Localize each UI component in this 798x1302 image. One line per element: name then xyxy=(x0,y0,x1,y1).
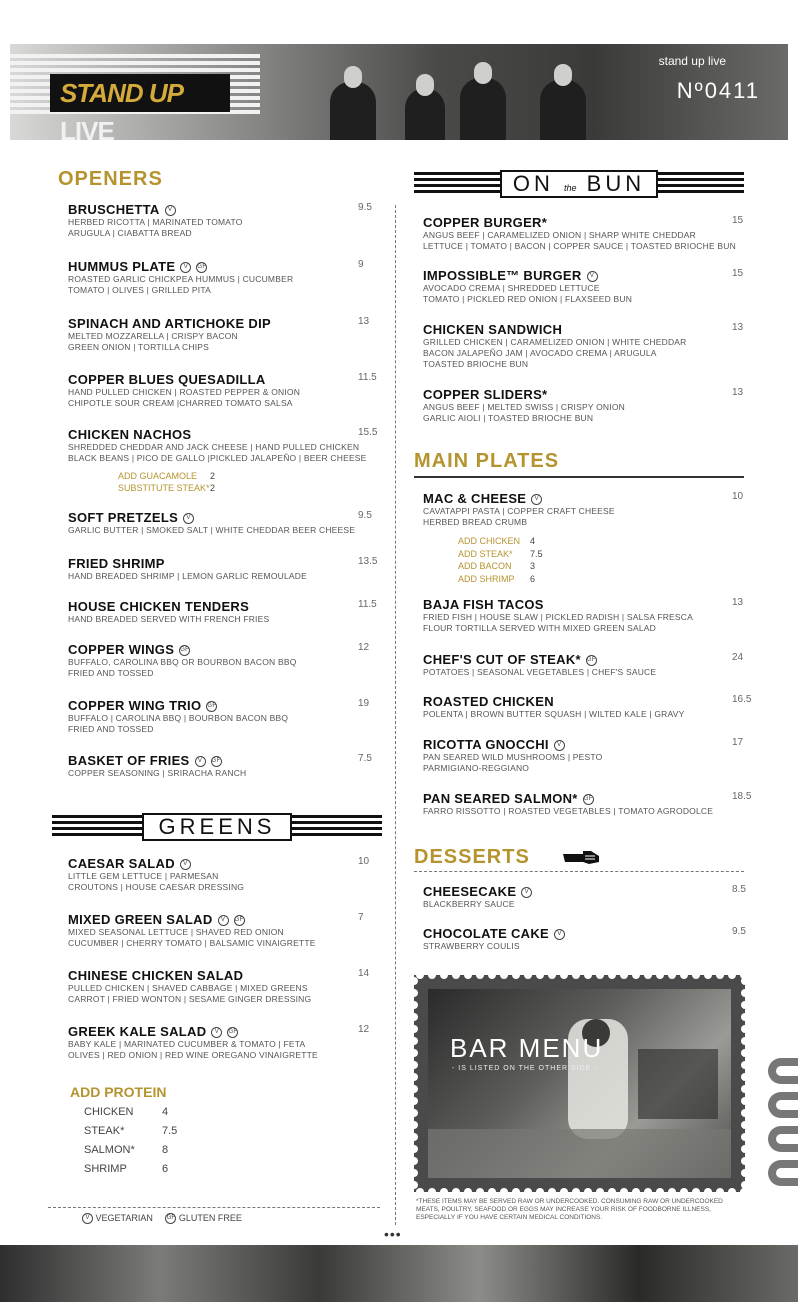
item-name: FRIED SHRIMP xyxy=(68,556,165,571)
vegetarian-icon: V xyxy=(180,859,191,870)
addon-row: SUBSTITUTE STEAK*2 xyxy=(118,483,216,493)
greens-item xyxy=(68,1024,370,1061)
item-description: STRAWBERRY COULIS xyxy=(423,941,520,951)
item-price: 7 xyxy=(358,912,364,923)
item-name: CAESAR SALAD V xyxy=(68,856,244,871)
item-price: 9 xyxy=(358,259,364,270)
item-description: GREEN ONION | TORTILLA CHIPS xyxy=(68,342,210,352)
item-name: MAC & CHEESE V xyxy=(423,491,615,506)
openers-item xyxy=(68,316,370,353)
item-description: ANGUS BEEF | MELTED SWISS | CRISPY ONION xyxy=(423,402,625,412)
issue-number: Nº0411 xyxy=(676,78,760,103)
dots-decoration: ••• xyxy=(384,1226,402,1242)
openers-item xyxy=(68,510,372,536)
item-description: HAND BREADED SERVED WITH FRENCH FRIES xyxy=(68,614,270,624)
mains-item xyxy=(423,737,744,774)
item-description: CARROT | FRIED WONTON | SESAME GINGER DRESSING xyxy=(68,994,312,1004)
protein-row: CHICKEN 4 xyxy=(84,1106,169,1118)
addons-list xyxy=(118,471,215,495)
item-description: TOMATO | PICKLED RED ONION | FLAXSEED BUN xyxy=(423,294,633,304)
item-name: ROASTED CHICKEN xyxy=(423,694,554,709)
vegetarian-icon: V xyxy=(180,262,191,273)
item-description: PULLED CHICKEN | SHAVED CABBAGE | MIXED GREENS xyxy=(68,983,308,993)
item-description: ARUGULA | CIABATTA BREAD xyxy=(68,228,192,238)
vegetarian-icon: V xyxy=(183,513,194,524)
item-description: ANGUS BEEF | CARAMELIZED ONION | SHARP WHITE CHEDDAR xyxy=(423,230,696,240)
item-price: 12 xyxy=(358,642,370,653)
vegetarian-icon: V xyxy=(195,756,206,767)
vegetarian-icon: V xyxy=(218,915,229,926)
item-price: 15.5 xyxy=(358,427,378,438)
item-price: 9.5 xyxy=(732,926,746,937)
raw-food-warning: *THESE ITEMS MAY BE SERVED RAW OR UNDERCOOKED. CONSUMING RAW OR UNDERCOOKED MEATS, POULTRY, SEAFOOD OR EGGS MAY INCREASE YOUR RISK OF FOODBORNE ILLNESS, ESPECIALLY IF YOU HAVE CERTAIN MEDICAL CONDITIONS. xyxy=(416,1198,723,1221)
pointing-hand-icon xyxy=(561,848,601,873)
bun-item xyxy=(423,322,744,370)
addon-row: ADD SHRIMP 6 xyxy=(458,573,536,584)
bun-item xyxy=(423,387,744,424)
item-price: 13 xyxy=(732,597,744,608)
gluten-free-icon: GF xyxy=(211,756,222,767)
mains-rule xyxy=(414,476,744,478)
item-description: SHREDDED CHEDDAR AND JACK CHEESE | HAND PULLED CHICKEN xyxy=(68,442,360,452)
greens-item xyxy=(68,968,370,1005)
item-description: MELTED MOZZARELLA | CRISPY BACON xyxy=(68,331,238,341)
vegetarian-icon: V xyxy=(587,271,598,282)
item-name: PAN SEARED SALMON* GF xyxy=(423,791,593,806)
openers-item xyxy=(68,372,377,409)
item-description: BACON JALAPEÑO JAM | AVOCADO CREMA | ARUGULA xyxy=(423,348,657,358)
bun-banner xyxy=(414,170,744,198)
openers-title: OPENERS xyxy=(58,168,163,190)
item-description: FRIED AND TOSSED xyxy=(68,668,154,678)
item-description: CHIPOTLE SOUR CREAM |CHARRED TOMATO SALSA xyxy=(68,398,293,408)
greens-item xyxy=(68,856,370,893)
openers-item xyxy=(68,202,372,239)
item-name: GREEK KALE SALAD V GF xyxy=(68,1024,238,1039)
item-description: CUCUMBER | CHERRY TOMATO | BALSAMIC VINAIGRETTE xyxy=(68,938,316,948)
item-description: HERBED RICOTTA | MARINATED TOMATO xyxy=(68,217,243,227)
greens-item xyxy=(68,912,364,949)
item-price: 13 xyxy=(732,387,744,398)
bar-photo-image xyxy=(428,989,731,1178)
gluten-free-icon: GF xyxy=(165,1213,176,1224)
item-price: 24 xyxy=(732,652,744,663)
bun-item xyxy=(423,215,744,252)
bar-menu-photo xyxy=(414,975,745,1192)
item-description: ROASTED GARLIC CHICKPEA HUMMUS | CUCUMBER xyxy=(68,274,294,284)
item-description: AVOCADO CREMA | SHREDDED LETTUCE xyxy=(423,283,600,293)
item-price: 16.5 xyxy=(732,694,752,705)
item-name: COPPER SLIDERS* xyxy=(423,387,548,402)
vegetarian-icon: V xyxy=(211,1027,222,1038)
item-description: LETTUCE | TOMATO | BACON | COPPER SAUCE | TOASTED BRIOCHE BUN xyxy=(423,241,736,251)
vegetarian-icon: V xyxy=(521,887,532,898)
protein-row: SALMON* 8 xyxy=(84,1144,169,1156)
desserts-item xyxy=(423,926,746,952)
addons-list xyxy=(458,536,543,586)
protein-list xyxy=(84,1106,177,1182)
desserts-item xyxy=(423,884,746,910)
item-description: BUFFALO | CAROLINA BBQ | BOURBON BACON BBQ xyxy=(68,713,289,723)
item-description: GARLIC AIOLI | TOASTED BRIOCHE BUN xyxy=(423,413,594,423)
item-description: MIXED SEASONAL LETTUCE | SHAVED RED ONION xyxy=(68,927,284,937)
item-name: COPPER BLUES QUESADILLA xyxy=(68,372,266,387)
item-description: HERBED BREAD CRUMB xyxy=(423,517,528,527)
item-description: PARMIGIANO-REGGIANO xyxy=(423,763,530,773)
mains-title: MAIN PLATES xyxy=(414,450,560,472)
bar-menu-title: BAR MENU xyxy=(450,1033,604,1063)
mains-item xyxy=(423,694,752,720)
gluten-free-icon: GF xyxy=(196,262,207,273)
item-description: BLACKBERRY SAUCE xyxy=(423,899,515,909)
legend: V VEGETARIAN GF GLUTEN FREE xyxy=(82,1213,242,1224)
item-price: 9.5 xyxy=(358,202,372,213)
side-decoration xyxy=(760,1058,798,1188)
item-description: POTATOES | SEASONAL VEGETABLES | CHEF'S SAUCE xyxy=(423,667,657,677)
gluten-free-icon: GF xyxy=(227,1027,238,1038)
gluten-free-icon: GF xyxy=(179,645,190,656)
protein-row: STEAK* 7.5 xyxy=(84,1125,178,1137)
openers-item xyxy=(68,259,364,296)
item-price: 13 xyxy=(358,316,370,327)
addon-row: ADD BACON 3 xyxy=(458,561,536,571)
item-name: CHINESE CHICKEN SALAD xyxy=(68,968,244,983)
gluten-free-icon: GF xyxy=(586,655,597,666)
protein-row: SHRIMP 6 xyxy=(84,1163,169,1175)
item-name: COPPER WINGS GF xyxy=(68,642,190,657)
item-price: 10 xyxy=(732,491,744,502)
mains-item xyxy=(423,491,744,528)
tagline: stand up live xyxy=(658,54,726,68)
item-price: 14 xyxy=(358,968,370,979)
gluten-free-icon: GF xyxy=(234,915,245,926)
item-description: FARRO RISSOTTO | ROASTED VEGETABLES | TOMATO AGRODOLCE xyxy=(423,806,714,816)
item-name: COPPER WING TRIO GF xyxy=(68,698,217,713)
mains-item xyxy=(423,652,744,678)
item-description: BUFFALO, CAROLINA BBQ OR BOURBON BACON BBQ xyxy=(68,657,297,667)
item-name: IMPOSSIBLE™ BURGER V xyxy=(423,268,632,283)
addon-row: ADD CHICKEN 4 xyxy=(458,536,536,546)
item-description: LITTLE GEM LETTUCE | PARMESAN xyxy=(68,871,219,881)
item-name: CHEF'S CUT OF STEAK* GF xyxy=(423,652,596,667)
item-description: COPPER SEASONING | SRIRACHA RANCH xyxy=(68,768,247,778)
item-price: 11.5 xyxy=(358,599,377,610)
item-name: MIXED GREEN SALAD V GF xyxy=(68,912,244,927)
item-description: CAVATAPPI PASTA | COPPER CRAFT CHEESE xyxy=(423,506,615,516)
greens-banner xyxy=(52,813,382,841)
openers-item xyxy=(68,753,372,779)
item-description: GARLIC BUTTER | SMOKED SALT | WHITE CHEDDAR BEER CHEESE xyxy=(68,525,356,535)
item-description: FRIED FISH | HOUSE SLAW | PICKLED RADISH | SALSA FRESCA xyxy=(423,612,694,622)
desserts-title: DESSERTS xyxy=(414,846,530,868)
header-photo xyxy=(310,56,630,140)
item-name: BASKET OF FRIES V GF xyxy=(68,753,221,768)
item-name: COPPER BURGER* xyxy=(423,215,548,230)
item-description: POLENTA | BROWN BUTTER SQUASH | WILTED KALE | GRAVY xyxy=(423,709,685,719)
item-description: CROUTONS | HOUSE CAESAR DRESSING xyxy=(68,882,245,892)
item-price: 15 xyxy=(732,268,744,279)
item-name: CHOCOLATE CAKE V xyxy=(423,926,565,941)
item-name: BRUSCHETTA V xyxy=(68,202,243,217)
gluten-free-icon: GF xyxy=(583,794,594,805)
item-price: 8.5 xyxy=(732,884,746,895)
openers-item xyxy=(68,642,370,679)
add-protein-title: ADD PROTEIN xyxy=(70,1084,167,1100)
addon-row: ADD STEAK* 7.5 xyxy=(458,548,543,559)
vegetarian-icon: V xyxy=(554,929,565,940)
mains-item xyxy=(423,791,752,817)
item-description: TOMATO | OLIVES | GRILLED PITA xyxy=(68,285,211,295)
vegetarian-icon: V xyxy=(165,205,176,216)
item-description: BABY KALE | MARINATED CUCUMBER & TOMATO | FETA xyxy=(68,1039,306,1049)
openers-item xyxy=(68,556,378,582)
item-price: 13.5 xyxy=(358,556,378,567)
item-name: CHICKEN SANDWICH xyxy=(423,322,563,337)
gluten-free-icon: GF xyxy=(206,701,217,712)
item-price: 13 xyxy=(732,322,744,333)
item-name: BAJA FISH TACOS xyxy=(423,597,544,612)
mains-item xyxy=(423,597,744,634)
header-banner xyxy=(10,44,788,140)
item-description: BLACK BEANS | PICO DE GALLO |PICKLED JALAPEÑO | BEER CHEESE xyxy=(68,453,367,463)
bun-title: ON the BUN xyxy=(500,170,658,198)
item-price: 17 xyxy=(732,737,744,748)
item-price: 11.5 xyxy=(358,372,377,383)
item-name: RICOTTA GNOCCHI V xyxy=(423,737,602,752)
openers-item xyxy=(68,698,370,735)
item-description: HAND BREADED SHRIMP | LEMON GARLIC REMOULADE xyxy=(68,571,307,581)
footer-photo xyxy=(0,1245,798,1302)
item-description: OLIVES | RED ONION | RED WINE OREGANO VINAIGRETTE xyxy=(68,1050,318,1060)
item-name: SPINACH AND ARTICHOKE DIP xyxy=(68,316,271,331)
item-name: SOFT PRETZELS V xyxy=(68,510,355,525)
addon-row: ADD GUACAMOLE 2 xyxy=(118,471,216,481)
logo: STAND UP LIVE xyxy=(50,74,230,112)
openers-item xyxy=(68,599,377,625)
item-price: 7.5 xyxy=(358,753,372,764)
column-divider xyxy=(395,205,396,1225)
item-name: CHEESECAKE V xyxy=(423,884,532,899)
item-price: 19 xyxy=(358,698,370,709)
item-price: 15 xyxy=(732,215,744,226)
vegetarian-icon: V xyxy=(554,740,565,751)
item-description: HAND PULLED CHICKEN | ROASTED PEPPER & ONION xyxy=(68,387,301,397)
greens-title: GREENS xyxy=(142,813,292,841)
item-description: PAN SEARED WILD MUSHROOMS | PESTO xyxy=(423,752,603,762)
divider xyxy=(48,1207,380,1208)
item-price: 18.5 xyxy=(732,791,752,802)
item-price: 9.5 xyxy=(358,510,372,521)
item-name: HUMMUS PLATE V GF xyxy=(68,259,207,274)
item-name: HOUSE CHICKEN TENDERS xyxy=(68,599,250,614)
item-description: FRIED AND TOSSED xyxy=(68,724,154,734)
bun-item xyxy=(423,268,744,305)
item-description: TOASTED BRIOCHE BUN xyxy=(423,359,529,369)
item-description: FLOUR TORTILLA SERVED WITH MIXED GREEN SALAD xyxy=(423,623,657,633)
openers-item xyxy=(68,427,378,464)
item-description: GRILLED CHICKEN | CARAMELIZED ONION | WHITE CHEDDAR xyxy=(423,337,687,347)
item-price: 10 xyxy=(358,856,370,867)
desserts-rule xyxy=(414,871,744,872)
vegetarian-icon: V xyxy=(531,494,542,505)
item-name: CHICKEN NACHOS xyxy=(68,427,192,442)
vegetarian-icon: V xyxy=(82,1213,93,1224)
item-price: 12 xyxy=(358,1024,370,1035)
bar-menu-subtitle: - IS LISTED ON THE OTHER SIDE - xyxy=(452,1065,598,1072)
